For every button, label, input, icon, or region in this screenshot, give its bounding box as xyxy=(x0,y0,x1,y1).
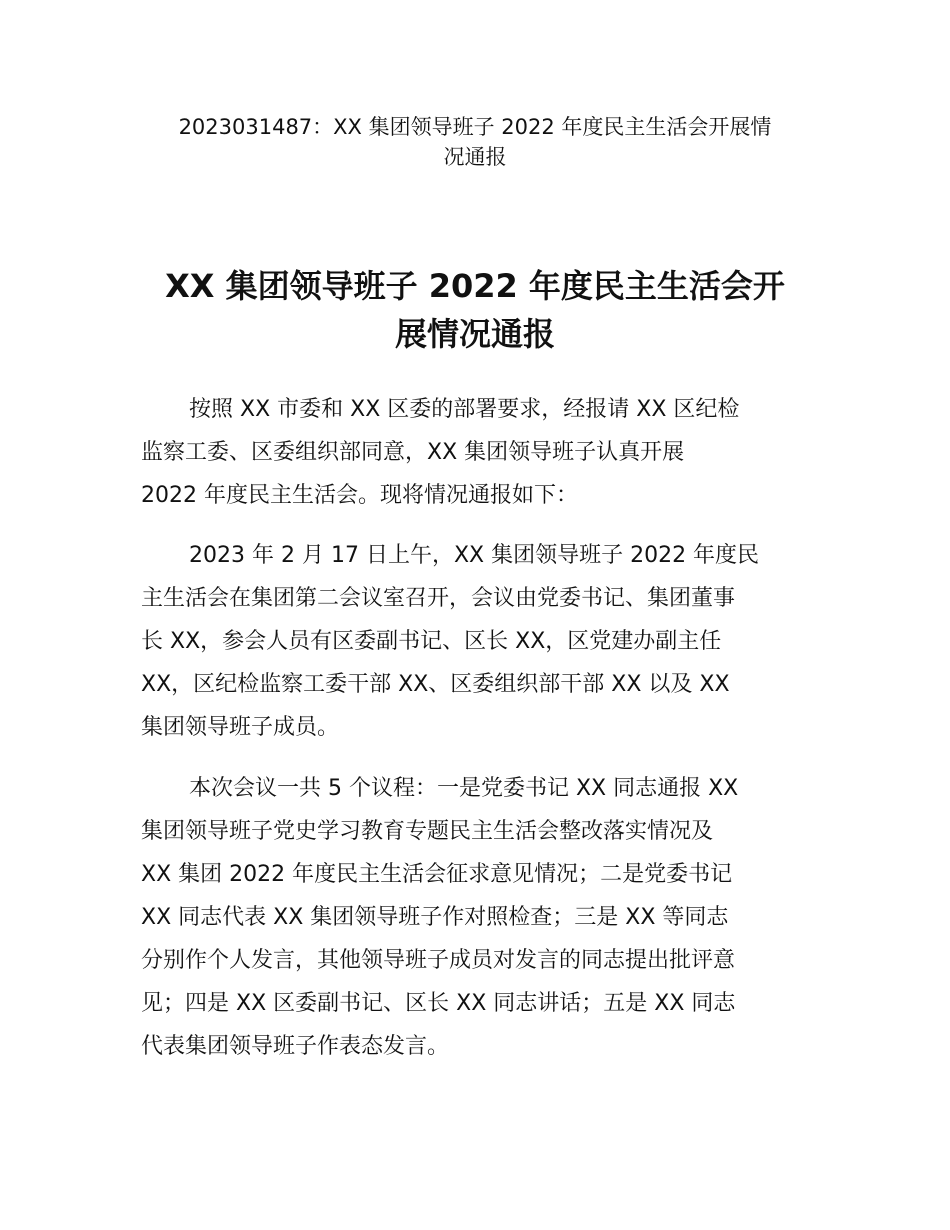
paragraph-line: 按照 XX 市委和 XX 区委的部署要求，经报请 XX 区纪检 xyxy=(189,397,740,422)
paragraph-line: 监察工委、区委组织部同意，XX 集团领导班子认真开展 xyxy=(141,440,685,465)
title-line: 展情况通报 xyxy=(394,315,555,353)
header-line: 2023031487：XX 集团领导班子 2022 年度民主生活会开展情 xyxy=(178,115,772,139)
paragraph-line: 分别作个人发言，其他领导班子成员对发言的同志提出批评意 xyxy=(141,948,736,973)
document-header xyxy=(100,112,850,172)
paragraph-line: XX 同志代表 XX 集团领导班子作对照检查；三是 XX 等同志 xyxy=(141,905,729,930)
header-line: 况通报 xyxy=(443,145,507,169)
paragraph-line: 长 XX，参会人员有区委副书记、区长 XX，区党建办副主任 xyxy=(141,629,722,654)
paragraph-agenda xyxy=(141,767,817,1068)
paragraph-line: 2023 年 2 月 17 日上午，XX 集团领导班子 2022 年度民 xyxy=(189,543,760,568)
paragraph-line: 代表集团领导班子作表态发言。 xyxy=(141,1034,450,1059)
paragraph-line: 2022 年度民主生活会。现将情况通报如下： xyxy=(141,483,578,508)
paragraph-meeting-info xyxy=(141,534,817,749)
paragraph-line: XX 集团 2022 年度民主生活会征求意见情况；二是党委书记 xyxy=(141,862,733,887)
paragraph-line: 主生活会在集团第二会议室召开，会议由党委书记、集团董事 xyxy=(141,586,736,611)
title-line: XX 集团领导班子 2022 年度民主生活会开 xyxy=(165,267,785,305)
paragraph-line: 集团领导班子成员。 xyxy=(141,715,340,740)
document-title xyxy=(120,262,830,358)
paragraph-intro xyxy=(141,388,817,517)
paragraph-line: 本次会议一共 5 个议程：一是党委书记 XX 同志通报 XX xyxy=(189,776,739,801)
paragraph-line: 集团领导班子党史学习教育专题民主生活会整改落实情况及 xyxy=(141,819,714,844)
paragraph-line: 见；四是 XX 区委副书记、区长 XX 同志讲话；五是 XX 同志 xyxy=(141,991,736,1016)
paragraph-line: XX，区纪检监察工委干部 XX、区委组织部干部 XX 以及 XX xyxy=(141,672,730,697)
